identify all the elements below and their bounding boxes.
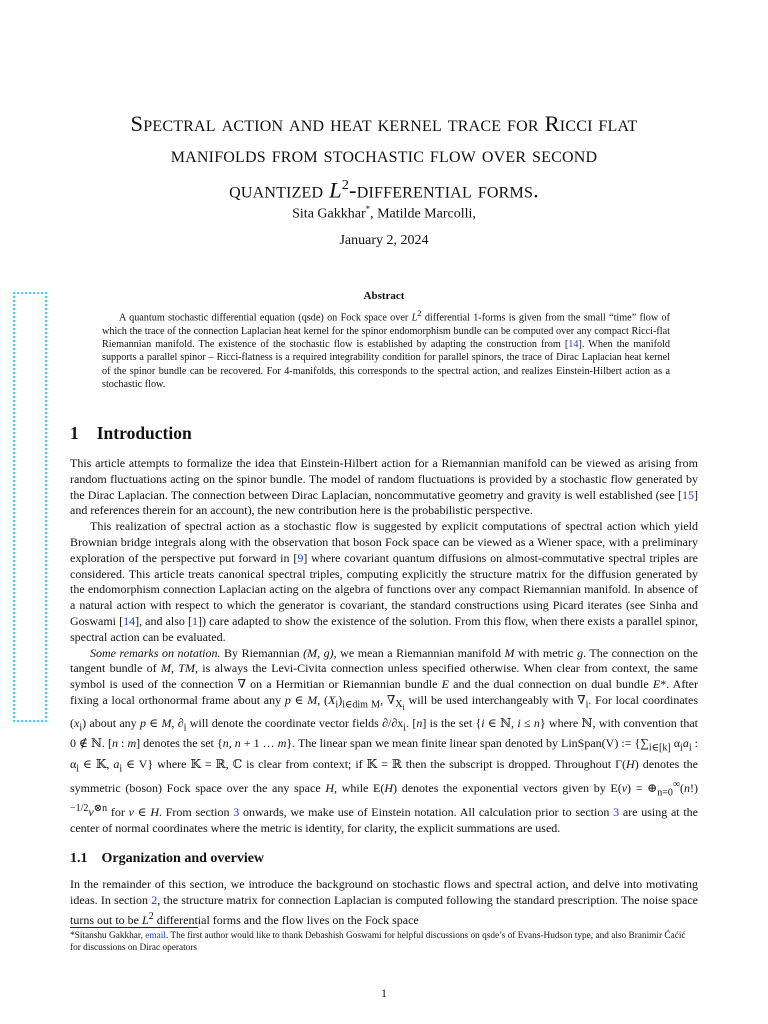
section-link[interactable]: 2: [151, 892, 158, 907]
section-heading: 1 Introduction: [70, 423, 192, 443]
abstract-text: A quantum stochastic differential equation (qsde) on Fock space over $L^2$ differential 1-forms is given from the small “time” flow of which the trace of the connection Laplacian heat kernel for the spinor endomorphism bundle can be computed over any compact Ricci-flat Riemannian manifold. The existence of the stochastic flow is established by adapting the construction from [14]. When the manifold supports a parallel spinor – Ricci-flatness is a required integrability condition for parallel spinors, the trace of Dirac Laplacian heat kernel of the spinor bundle can be recovered. For 4-manifolds, this corresponds to the spectral action, and realizes Einstein-Hilbert action as a stochastic flow.: [102, 308, 671, 390]
subsection-body: [70, 877, 698, 928]
page-number: 1: [381, 986, 387, 1000]
abstract-heading: Abstract: [363, 290, 405, 302]
section-body: [70, 456, 698, 836]
footnote: *Sitanshu Gakkhar, email. The first author would like to thank Debashish Goswami for helpful discussions on qsde’s of Evans-Hudson type, and also Branimir Ćaćić for discussions on Dirac operators: [70, 931, 686, 954]
author-name: Sita Gakkhar: [292, 206, 366, 222]
footnote-mark[interactable]: *: [365, 204, 371, 214]
citation-link[interactable]: 14: [123, 613, 136, 628]
section-link[interactable]: 3: [613, 804, 620, 819]
email-link[interactable]: email: [145, 931, 166, 941]
author-name: Matilde Marcolli: [377, 206, 473, 222]
paragraph: In the remainder of this section, we introduce the background on stochastic flows and spectral action, and delve into motivating ideas. In section 2, the structure matrix for connection Laplacian is computed following the standard prescription. The noise space turns out to be $L^2$ differential forms and the flow lives on the Fock space: [70, 877, 698, 927]
citation-link[interactable]: 14: [568, 338, 579, 350]
footnote-rule: [70, 927, 198, 928]
citation-link[interactable]: 9: [297, 550, 304, 565]
author-list: Sita Gakkhar*, Matilde Marcolli,: [292, 204, 476, 222]
paragraph: Some remarks on notation. By Riemannian (M, g), we mean a Riemannian manifold M with metric g. The connection on the tangent bundle of M, TM, is always the Levi-Civita connection unless specified otherwise. When clear from context, the same symbol is used of the connection ∇ on a Hermitian or Riemannian bundle E and the dual connection on dual bundle E*. After fixing a local orthonormal frame about any p ∈ M, $(X_i)_{i\in dim M}$, $\nabla_{X_i}$ will be used interchangeably with $\nabla_i$. For local coordinates $(x_i)$ about any p ∈ M, $\partial_i$ will denote the coordinate vector fields $\partial/\partial x_i$. [n] is the set {i ∈ ℕ, i ≤ n} where ℕ, with convention that 0 ∉ ℕ. [n : m] denotes the set {n, n + 1 … m}. The linear span we mean finite linear span denoted by LinSpan(V) := {$\sum_{i\in[k]}$ $\alpha_ia_i$ : $\alpha_i$ ∈ 𝕂, $a_i$ ∈ V} where 𝕂 = ℝ, ℂ is clear from context; if 𝕂 = ℝ then the subscript is dropped. Throughout Γ(H) denotes the symmetric (boson) Fock space over the any space H, while E(H) denotes the exponential vectors given by $E(v) = \oplus_{n=0}^\infty(n!)^{-1/2}v^{\otimes n}$ for v ∈ H. From section 3 onwards, we make use of Einstein notation. All calculation prior to section 3 are using at the center of normal coordinates where the metric is identity, for clarity, the explicit summations are used.: [70, 645, 699, 835]
selection-box: [13, 292, 47, 722]
subsection-heading: 1.1 Organization and overview: [70, 851, 265, 866]
paper-title: Spectral action and heat kernel trace for Ricci flat manifolds from stochastic flow over second quantized $L^2$-differential forms.: [130, 111, 638, 203]
citation-link[interactable]: 15: [682, 487, 694, 502]
citation-link[interactable]: 1: [192, 613, 199, 628]
paper-date: January 2, 2024: [339, 233, 429, 248]
section-link[interactable]: 3: [233, 804, 240, 819]
paragraph: This article attempts to formalize the idea that Einstein-Hilbert action for a Riemannian manifold can be viewed as arising from random fluctuations acting on the spinor bundle. The model of random fluctuations is provided by a stochastic flow generated by the Dirac Laplacian. The connection between Dirac Laplacian, noncommutative geometry and gravity is well established (see [15] and references therein for an account), the new contribution here is the probabilistic perspective.: [70, 456, 698, 518]
paragraph: This realization of spectral action as a stochastic flow is suggested by explicit computations of spectral action which yield Brownian bridge integrals along with the observation that boson Fock space can be viewed as a Wiener space, with a preliminary exploration of the perspective put forward in [9] where covariant quantum diffusions on almost-commutative spectral triples are considered. This article treats canonical spectral triples, computing explicitly the structure matrix for the diffusion generated by the endomorphism connection Laplacian acting on the algebra of functions over any compact Riemannian manifold. In absence of a natural action with respect to which the generator is covariant, the standard constructions using Picard iterates (see Sinha and Goswami [14], and also [1]) care adapted to show the existence of the solution. From this flow, when there exists a parallel spinor, spectral action can be evaluated.: [70, 519, 698, 644]
